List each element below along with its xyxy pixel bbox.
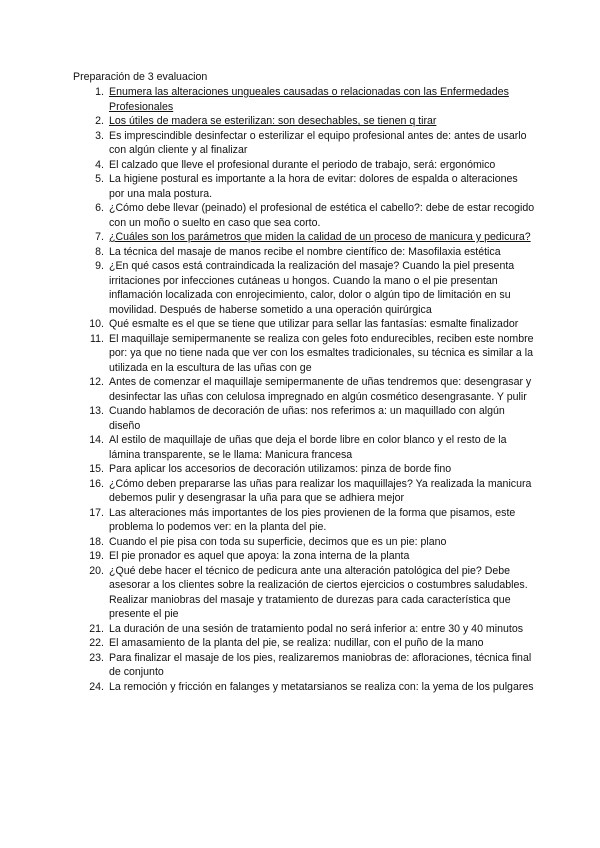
list-item [73,158,535,173]
item-number: 6. [95,202,104,214]
item-number: 7. [95,231,104,243]
item-number: 12. [89,376,104,388]
list-item [73,549,535,564]
list-item [73,564,535,622]
list-item [73,535,535,550]
list-item [73,332,535,376]
item-number: 19. [89,550,104,562]
item-number: 22. [89,637,104,649]
list-item [73,651,535,680]
list-item [73,622,535,637]
item-text: El amasamiento de la planta del pie, se realiza: nudillar, con el puño de la mano [109,637,484,649]
item-text: La duración de una sesión de tratamiento podal no será inferior a: entre 30 y 40 minutos [109,622,524,635]
item-number: 16. [89,477,104,490]
item-text: La higiene postural es importante a la hora de evitar: dolores de espalda o alteraciones por una mala postura. [109,173,518,200]
item-text: Las alteraciones más importantes de los pies provienen de la forma que pisamos, este problema lo podemos ver: en la planta del pie. [109,506,516,533]
list-item [73,172,535,201]
list-item [73,317,535,332]
item-text: Cuando el pie pisa con toda su superficie, decimos que es un pie: plano [109,535,447,548]
item-text: Para finalizar el masaje de los pies, realizaremos maniobras de: afloraciones, técnica final de conjunto [109,651,532,678]
item-number: 9. [95,260,104,272]
item-text: La técnica del masaje de manos recibe el nombre científico de: Masofilaxia estética [109,245,501,258]
list-item [73,259,535,317]
list-item [73,680,535,695]
item-number: 21. [89,622,104,635]
item-text: Los útiles de madera se esterilizan: son desechables, se tienen q tirar [109,115,437,127]
list-item [73,404,535,433]
item-text: La remoción y fricción en falanges y metatarsianos se realiza con: la yema de los pulgares [109,680,534,693]
question-list [73,85,535,694]
item-number: 17. [89,506,104,519]
list-item [73,85,535,114]
item-number: 14. [89,434,104,446]
item-number: 3. [95,129,104,142]
item-text: Cuando hablamos de decoración de uñas: nos referimos a: un maquillado con algún diseño [109,405,505,432]
list-item [73,636,535,651]
item-text: Es imprescindible desinfectar o esterilizar el equipo profesional antes de: antes de usarlo con algún cliente y al finalizar [109,129,527,156]
list-item [73,433,535,462]
item-number: 24. [89,680,104,693]
list-item [73,477,535,506]
item-text: El pie pronador es aquel que apoya: la zona interna de la planta [109,550,410,562]
document-title: Preparación de 3 evaluacion [73,71,208,83]
item-text: Enumera las alteraciones ungueales causadas o relacionadas con las Enfermedades Profesionales [109,86,509,113]
item-text: Antes de comenzar el maquillaje semipermanente de uñas tendremos que: desengrasar y desinfectar las uñas con celulosa impregnado en algún cosmético desengrasante. Y pulir [109,376,532,403]
item-text: ¿En qué casos está contraindicada la realización del masaje? Cuando la piel presenta irritaciones por infecciones cutáneas u hongos. Cuando la mano o el pie presentan inflamación localizada con enrojecimiento, calor, dolor o algún tipo de limitación en su movilidad. Después de haberse sometido a una operación quirúrgica [109,260,515,316]
list-item [73,506,535,535]
item-text: ¿Cuáles son los parámetros que miden la calidad de un proceso de manicura y pedicura? [109,231,531,243]
item-text: ¿Cómo debe llevar (peinado) el profesional de estética el cabello?: debe de estar recogido con un moño o suelto en caso que sea corto. [109,202,535,229]
item-number: 4. [95,158,104,171]
item-number: 20. [89,564,104,577]
item-number: 11. [90,332,104,345]
item-text: Al estilo de maquillaje de uñas que deja el borde libre en color blanco y el resto de la lámina transparente, se le llama: Manicura francesa [109,434,507,461]
item-number: 2. [95,115,104,127]
item-number: 1. [95,86,104,98]
item-number: 13. [89,405,104,417]
item-text: Para aplicar los accesorios de decoración utilizamos: pinza de borde fino [109,463,452,475]
list-item [73,114,535,129]
item-text: ¿Qué debe hacer el técnico de pedicura ante una alteración patológica del pie? Debe asesorar a los clientes sobre la realización de ciertos ejercicios o costumbres saludables. Realizar maniobras del masaje y tratamiento de durezas para cada característica que presente el pie [109,564,528,620]
item-text: ¿Cómo deben prepararse las uñas para realizar los maquillajes? Ya realizada la manicura debemos pulir y desengrasar la uña para que se adhiera mejor [109,477,532,504]
item-number: 15. [89,463,104,475]
list-item [73,462,535,477]
list-item [73,375,535,404]
item-number: 18. [89,535,104,548]
item-number: 5. [95,173,104,185]
list-item [73,230,535,245]
list-item [73,201,535,230]
item-text: El maquillaje semipermanente se realiza con geles foto endurecibles, reciben este nombre por: ya que no tiene nada que ver con los esmaltes tradicionales, su técnica es similar a la utilizada en la escultura de las uñas con ge [109,332,534,374]
item-number: 10. [89,318,104,330]
item-number: 23. [89,651,104,664]
list-item [73,245,535,260]
item-text: Qué esmalte es el que se tiene que utilizar para sellar las fantasías: esmalte finalizador [109,318,519,330]
item-text: El calzado que lleve el profesional durante el periodo de trabajo, será: ergonómico [109,158,496,171]
list-item [73,129,535,158]
item-number: 8. [95,245,104,258]
